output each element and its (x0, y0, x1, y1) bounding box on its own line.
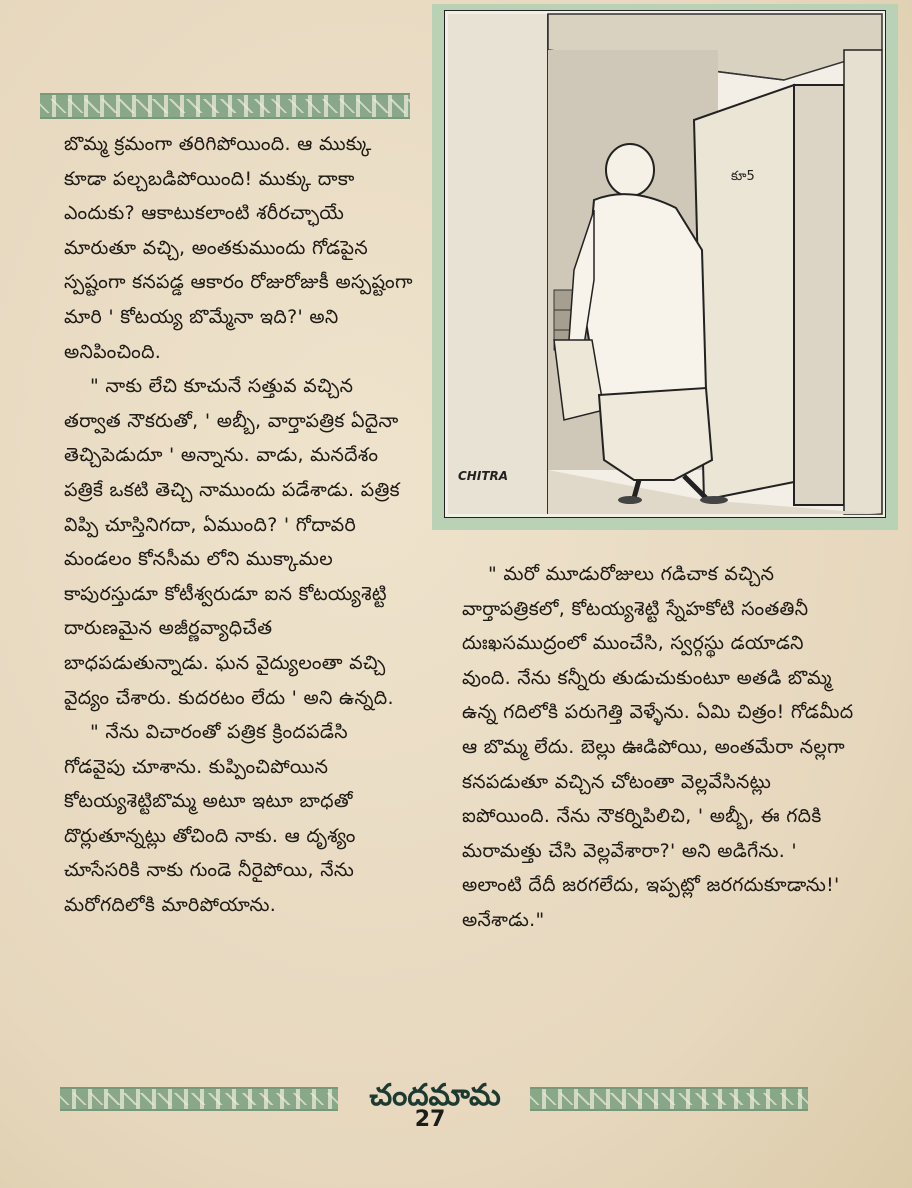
page-number: 27 (414, 1107, 446, 1132)
right-text-column (462, 557, 854, 938)
footer-left-border (60, 1087, 338, 1111)
artist-signature: CHITRA (458, 469, 509, 483)
magazine-name: చందమామ (369, 1078, 501, 1113)
left-paragraph-1: బొమ్మ క్రమంగా తరిగిపోయింది. ఆ ముక్కు కూడా పల్చబడిపోయింది! ముక్కు దాకా ఎందుకు? ఆకాటుకలాంటి శరీరచ్ఛాయే మారుతూ వచ్చి, అంతకుముందు గోడపైన స్పష్టంగా కనపడ్డ ఆకారం రోజురోజుకీ అస్పష్టంగా మారి ' కోటయ్య బొమ్మేనా ఇది?' అని అనిపించింది. (64, 133, 413, 363)
story-illustration (432, 4, 898, 530)
right-paragraph-1: " మరో మూడురోజులు గడిచాక వచ్చిన వార్తాపత్రికలో, కోటయ్యశెట్టి స్నేహకోటి సంతతినీ దుఃఖసముద్రంలో ముంచేసి, స్వర్గస్థు డయాడని వుంది. నేను కన్నీరు తుడుచుకుంటూ అతడి బొమ్మ ఉన్న గదిలోకి పరుగెత్తి వెళ్ళేను. ఏమి చిత్రం! గోడమీద ఆ బొమ్మ లేదు. బెల్లు ఊడిపోయి, అంతమేరా నల్లగా కనపడుతూ వచ్చిన చోటంతా వెల్లవేసినట్లు ఐపోయింది. నేను నౌకర్నిపిలిచి, ' అబ్బీ, ఈ గదికి మరామత్తు చేసి వెల్లవేశారా?' అని అడిగేను. ' అలాంటి దేదీ జరగలేదు, ఇప్పట్లో జరగదుకూడాను!' అనేశాడు." (462, 563, 854, 931)
top-decorative-border (40, 93, 410, 119)
left-paragraph-3: " నేను విచారంతో పత్రిక క్రిందపడేసి గోడవైపు చూశాను. కుప్పించిపోయిన కోటయ్యశెట్టిబొమ్మ అటూ ఇటూ బాధతో దొర్లుతూన్నట్లు తోచింది నాకు. ఆ దృశ్యం చూసేసరికి నాకు గుండె నీరైపోయి, నేను మరోగదిలోకి మారిపోయాను. (64, 721, 356, 917)
wall-mark-text: కూ5 (731, 169, 755, 184)
footer-right-border (530, 1087, 808, 1111)
left-text-column (64, 127, 414, 923)
illustration-drawing (444, 10, 886, 518)
left-paragraph-2: " నాకు లేచి కూచునే సత్తువ వచ్చిన తర్వాత నౌకరుతో, ' అబ్బీ, వార్తాపత్రిక ఏదైనా తెచ్చిపెడుదూ ' అన్నాను. వాడు, మనదేశం పత్రికే ఒకటి తెచ్చి నాముందు పడేశాడు. పత్రిక విప్పి చూస్తినిగదా, ఏముంది? ' గోదావరి మండలం కోనసీమ లోని ముక్కామల కాపురస్తుడూ కోటీశ్వరుడూ ఐన కోటయ్యశెట్టి దారుణమైన అజీర్ణవ్యాధిచేత బాధపడుతున్నాడు. ఘన వైద్యులంతా వచ్చి వైద్యం చేశారు. కుదరటం లేదు ' అని ఉన్నది. (64, 375, 400, 709)
